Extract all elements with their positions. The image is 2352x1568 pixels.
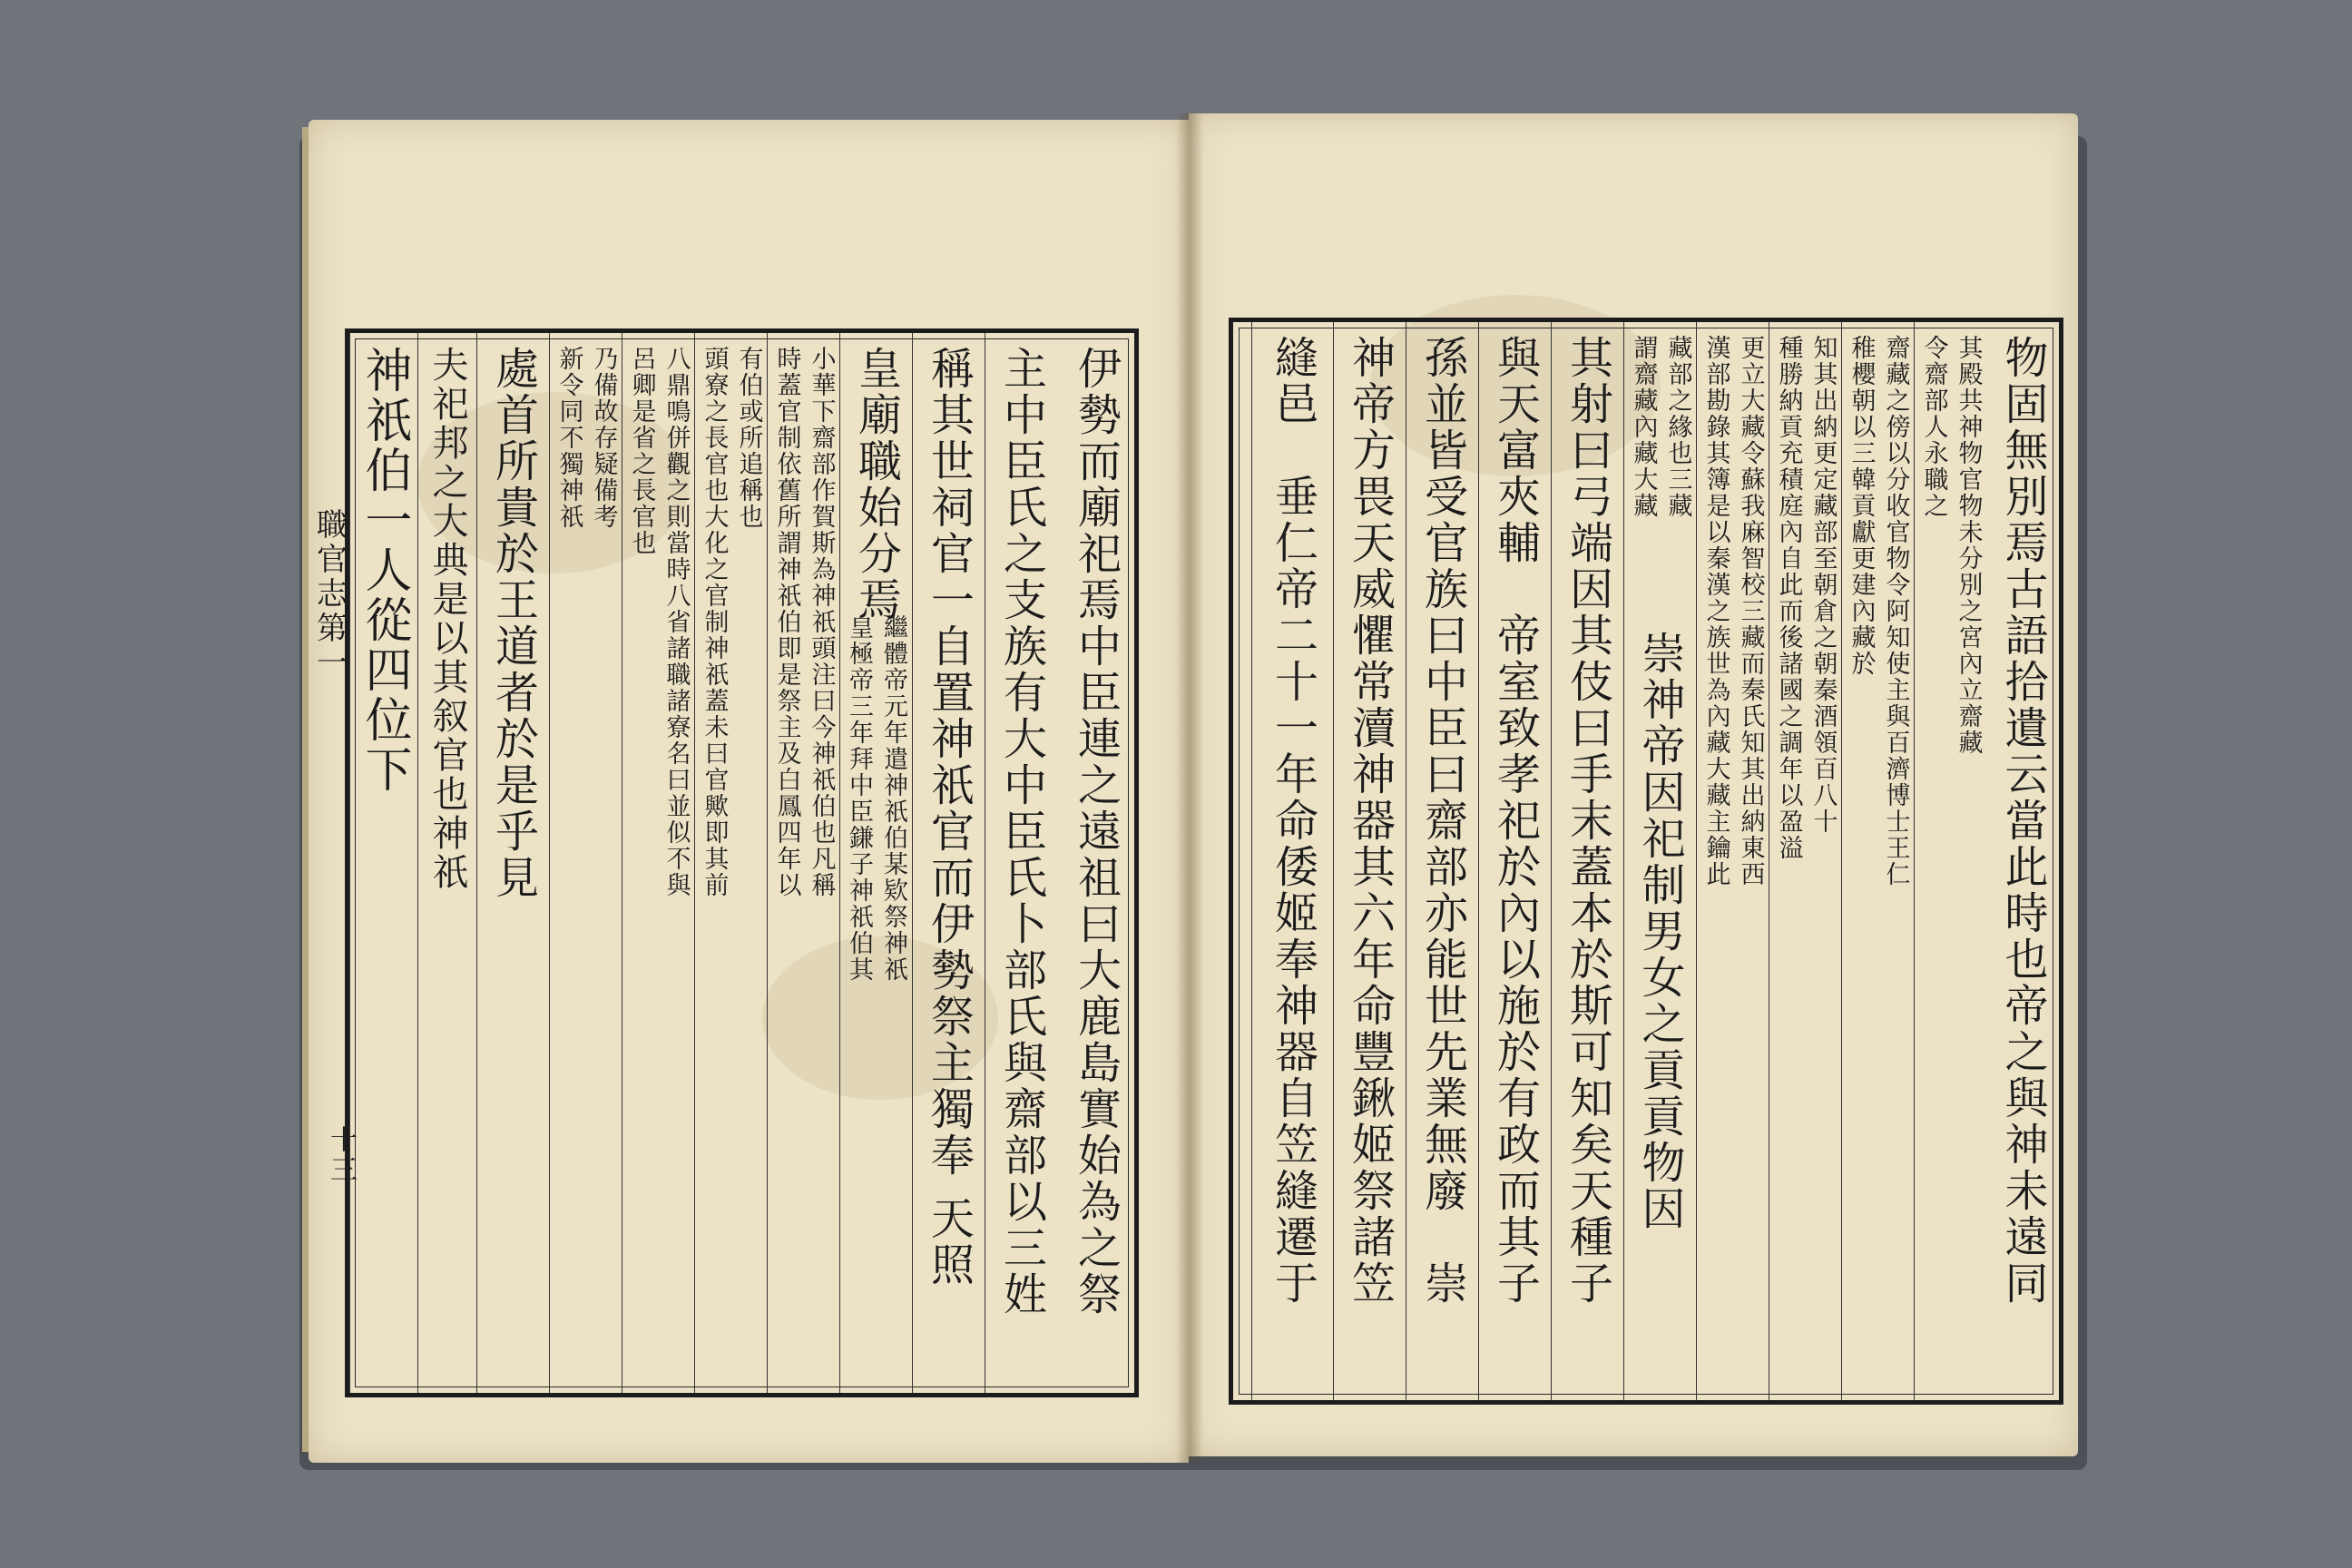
note-text: 種勝納貢充積庭內自此而後諸國之調年以盈溢 xyxy=(1774,335,1803,861)
column-5 xyxy=(767,333,839,1393)
note-text: 八鼎鳴併觀之則當時八省諸職諸寮名曰並似不與 xyxy=(662,346,691,898)
column-1 xyxy=(1057,333,1134,1393)
column-10b xyxy=(417,333,476,1393)
column-3 xyxy=(1841,322,1914,1400)
column-text: 崇神帝因祀制男女之貢貢物因 xyxy=(1634,631,1685,1232)
column-text: 與天富夾輔 帝室致孝祀於內以施於有政而其子 xyxy=(1489,335,1541,1307)
note-text: 藏部之緣也三藏 xyxy=(1663,335,1692,519)
book-gutter xyxy=(1176,113,1203,1463)
column-10 xyxy=(1333,322,1406,1400)
note-text: 漢部勘錄其簿是以秦漢之族世為內藏大藏主鑰此 xyxy=(1701,335,1730,887)
note-text: 其殿共神物官物未分別之宮內立齋藏 xyxy=(1954,335,1983,756)
left-text-frame xyxy=(345,328,1139,1397)
column-7 xyxy=(1551,322,1623,1400)
column-stack xyxy=(771,333,837,1393)
column-stack xyxy=(699,333,764,1393)
note-text: 更立大藏令蘇我麻智校三藏而秦氏知其出納東西 xyxy=(1736,335,1765,887)
column-text: 孫並皆受官族曰中臣曰齋部亦能世先業無廢 崇 xyxy=(1416,335,1468,1307)
column-stack xyxy=(1846,322,1911,1400)
note-text: 時蓋官制依舊所謂神祇伯即是祭主及白鳳四年以 xyxy=(772,346,801,898)
note-text: 知其出納更定藏部至朝倉之朝秦酒領百八十 xyxy=(1808,335,1838,835)
note-text: 令齋部人永職之 xyxy=(1919,335,1948,519)
note-text: 頭寮之長官也大化之官制神祇蓋未曰官歟即其前 xyxy=(700,346,729,898)
column-text: 處首所貴於王道者於是乎見 xyxy=(487,346,539,901)
column-text: 縫邑 垂仁帝二十一年命倭姬奉神器自笠縫遷于 xyxy=(1267,335,1318,1307)
right-text-frame xyxy=(1229,318,2063,1405)
column-text: 夫祀邦之大典是以其叙官也神祇 xyxy=(426,346,468,892)
column-text: 神帝方畏天威懼常瀆神器其六年命豐鍬姬祭諸笠 xyxy=(1344,335,1396,1307)
note-text: 謂齋藏內藏大藏 xyxy=(1629,335,1658,519)
column-text: 其射曰弓端因其伎曰手末蓋本於斯可知矣天種子 xyxy=(1562,335,1613,1307)
column-stack xyxy=(1918,322,1984,1400)
column-6 xyxy=(694,333,767,1393)
column-2 xyxy=(985,333,1057,1393)
column-8 xyxy=(549,333,622,1393)
note-text: 繼體帝元年遣神祇伯某欵祭神祇 xyxy=(879,614,907,983)
column-3 xyxy=(912,333,985,1393)
column-text: 伊勢而廟祀焉中臣連之遠祖曰大鹿島實始為之祭 xyxy=(1070,346,1122,1318)
column-9 xyxy=(1406,322,1478,1400)
column-stack xyxy=(1773,322,1838,1400)
column-stack xyxy=(626,333,691,1393)
column-10 xyxy=(476,333,549,1393)
note-text: 乃備故存疑備考 xyxy=(589,346,618,530)
title-column xyxy=(349,333,417,1393)
page-number-text: 十三 xyxy=(325,1125,357,1185)
column-1 xyxy=(1986,322,2059,1400)
note-text: 稚櫻朝以三韓貢獻更建內藏於 xyxy=(1847,335,1876,677)
note-text: 新令同不獨神祇 xyxy=(554,346,583,530)
note-text: 皇極帝三年拜中臣鎌子神祇伯其 xyxy=(845,614,873,983)
column-7 xyxy=(622,333,694,1393)
column-stack xyxy=(554,333,619,1393)
column-stack xyxy=(1700,322,1766,1400)
section-title: 神祇伯一人從四位下 xyxy=(357,346,411,795)
note-text: 有伯或所追稱也 xyxy=(734,346,763,530)
note-text: 齋藏之傍以分收官物令阿知使主與百濟博士王仁 xyxy=(1881,335,1910,887)
column-4-notes xyxy=(839,614,912,1393)
column-text: 主中臣氏之支族有大中臣氏卜部氏與齋部以三姓 xyxy=(995,346,1047,1318)
column-8 xyxy=(1478,322,1551,1400)
column-text: 稱其世祠官一自置神祇官而伊勢祭主獨奉 天照 xyxy=(923,346,975,1289)
column-text: 皇廟職始分焉 xyxy=(850,346,902,623)
column-text: 物固無別焉古語拾遺云當此時也帝之與神未遠同 xyxy=(1997,335,2048,1307)
column-11 xyxy=(1251,322,1333,1400)
column-stack xyxy=(843,614,908,1393)
column-4 xyxy=(1769,322,1841,1400)
note-text: 小華下齋部作賀斯為神祇頭注曰今神祇伯也凡稱 xyxy=(807,346,836,898)
note-text: 呂卿是省之長官也 xyxy=(627,346,656,556)
column-6-main xyxy=(1623,631,1696,1400)
column-2 xyxy=(1914,322,1986,1400)
column-5 xyxy=(1696,322,1769,1400)
center-label-text: 職官志第一 xyxy=(310,508,348,681)
